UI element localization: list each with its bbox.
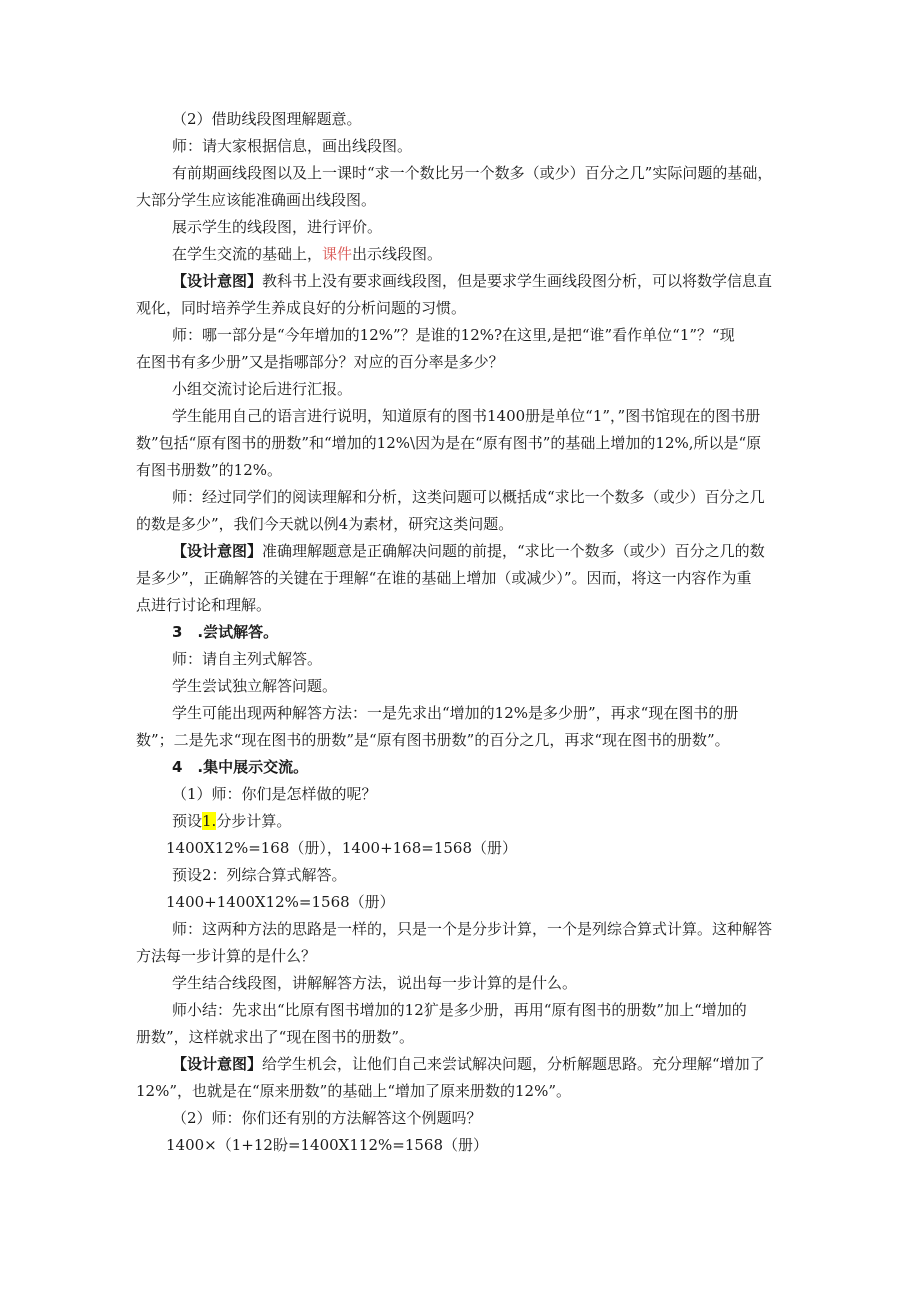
paragraph-line: 展示学生的线段图，进行评价。	[172, 218, 383, 236]
equation-line: 1400+1400X12%=1568（册）	[166, 893, 395, 911]
paragraph-line: 的数是多少”，我们今天就以例4为素材，研究这类问题。	[136, 515, 514, 533]
design-intent-tag: 【设计意图】	[172, 542, 263, 560]
text-segment: 出示线段图。	[352, 245, 443, 263]
teacher-line: 师：这两种方法的思路是一样的，只是一个是分步计算，一个是列综合算式计算。这种解答	[172, 920, 773, 938]
paragraph-step-2: （2）借助线段图理解题意。	[172, 110, 362, 128]
paragraph-line: 在图书有多少册”又是指哪部分？对应的百分率是多少？	[136, 353, 504, 371]
courseware-link: 课件	[322, 245, 353, 263]
paragraph-line: 小组交流讨论后进行汇报。	[172, 380, 353, 398]
section-heading-3: 3 .尝试解答。	[172, 623, 279, 641]
equation-line: 1400X12%=168（册），1400+168=1568（册）	[166, 839, 518, 857]
paragraph-line: 方法每一步计算的是什么？	[136, 947, 317, 965]
section-heading-4: 4 .集中展示交流。	[172, 758, 309, 776]
text-segment: 预设	[172, 812, 203, 830]
text-segment: 准确理解题意是正确解决问题的前提，“求比一个数多（或少）百分之几的数	[262, 542, 765, 560]
paragraph-line: 大部分学生应该能准确画出线段图。	[136, 191, 377, 209]
paragraph-line: 有前期画线段图以及上一课时“求一个数比另一个数多（或少）百分之几”实际问题的基础，	[172, 164, 773, 182]
paragraph-line: 有图书册数”的12%。	[136, 461, 283, 479]
paragraph-line	[172, 243, 442, 265]
paragraph-line: 学生可能出现两种解答方法：一是先求出“增加的12%是多少册”，再求“现在图书的册	[172, 704, 739, 722]
teacher-question: （1）师：你们是怎样做的呢？	[172, 785, 377, 803]
teacher-line: 师：经过同学们的阅读理解和分析，这类问题可以概括成“求比一个数多（或少）百分之几	[172, 488, 765, 506]
preset-line	[172, 810, 291, 832]
teacher-line: 师：请自主列式解答。	[172, 650, 323, 668]
text-segment: 在学生交流的基础上，	[172, 245, 323, 263]
text-segment: 给学生机会，让他们自己来尝试解决问题，分析解题思路。充分理解“增加了	[262, 1055, 765, 1073]
teacher-summary: 师小结：先求出“比原有图书增加的12犷是多少册，再用“原有图书的册数”加上“增加的	[172, 1001, 747, 1019]
paragraph-line: 是多少”，正确解答的关键在于理解“在谁的基础上增加（或减少）”。因而，将这一内容作为重	[136, 569, 752, 587]
paragraph-line: 观化，同时培养学生养成良好的分析问题的习惯。	[136, 299, 467, 317]
paragraph-line: 学生能用自己的语言进行说明，知道原有的图书1400册是单位“1”，”图书馆现在的图书册	[172, 407, 761, 425]
design-intent-tag: 【设计意图】	[172, 272, 263, 290]
design-intent-line	[172, 270, 772, 292]
text-segment: 分步计算。	[216, 812, 292, 830]
design-intent-line	[172, 1053, 765, 1075]
teacher-question: 师：哪一部分是“今年增加的12%”？是谁的12%?在这里,是把“谁”看作单位“1”？“现	[172, 326, 735, 344]
highlighted-number: 1.	[202, 812, 217, 830]
text-segment: 教科书上没有要求画线段图，但是要求学生画线段图分析，可以将数学信息直	[262, 272, 773, 290]
equation-line: 1400×（1+12盼=1400X112%=1568（册）	[166, 1136, 488, 1154]
paragraph-line: 学生结合线段图，讲解解答方法，说出每一步计算的是什么。	[172, 974, 578, 992]
paragraph-line: 数”包括“原有图书的册数”和“增加的12%\因为是在“原有图书”的基础上增加的12%,所以是“原	[136, 434, 762, 452]
paragraph-line: 点进行讨论和理解。	[136, 596, 272, 614]
design-intent-tag: 【设计意图】	[172, 1055, 263, 1073]
preset-line: 预设2：列综合算式解答。	[172, 866, 347, 884]
teacher-question: （2）师：你们还有别的方法解答这个例题吗？	[172, 1109, 482, 1127]
paragraph-line: 数”；二是先求“现在图书的册数”是“原有图书册数”的百分之几，再求“现在图书的册数”。	[136, 731, 730, 749]
paragraph-line: 12%”，也就是在“原来册数”的基础上“增加了原来册数的12%”。	[136, 1082, 572, 1100]
paragraph-line: 册数”，这样就求出了“现在图书的册数”。	[136, 1028, 415, 1046]
paragraph-line: 学生尝试独立解答问题。	[172, 677, 338, 695]
teacher-line: 师：请大家根据信息，画出线段图。	[172, 137, 413, 155]
design-intent-line	[172, 540, 765, 562]
